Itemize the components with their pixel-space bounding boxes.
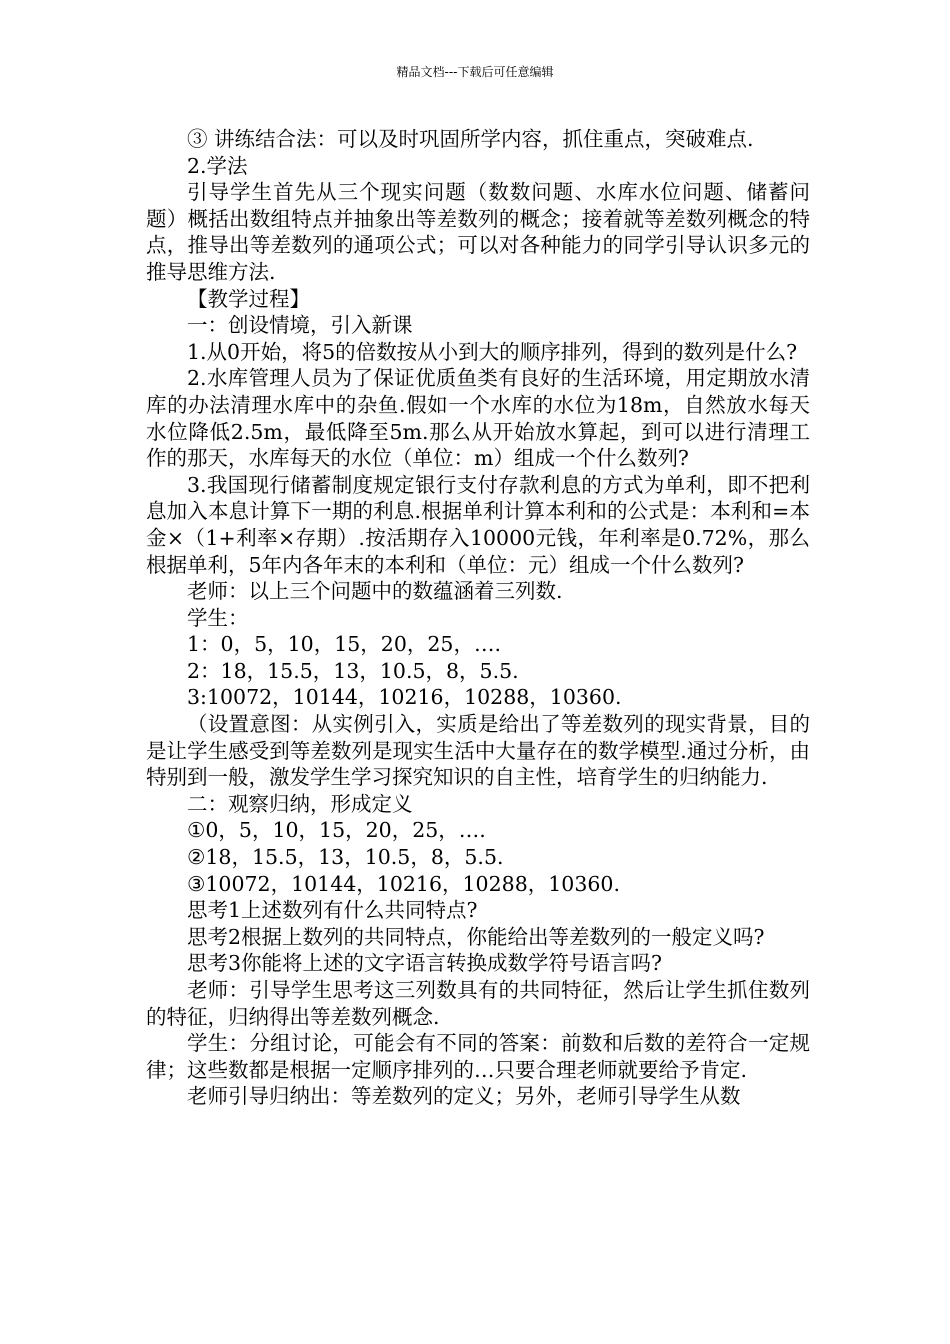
circled-sequence-3: ③10072，10144，10216，10288，10360.	[187, 871, 620, 896]
sequence-1: 1：0，5，10，15，20，25，….	[187, 632, 501, 657]
think-2: 思考2根据上数列的共同特点，你能给出等差数列的一般定义吗?	[187, 924, 765, 949]
page-header: 精品文档---下载后可任意编辑	[396, 65, 554, 79]
student-label: 学生：	[187, 605, 249, 630]
design-intent: （设置意图：从实例引入，实质是给出了等差数列的现实背景，目的是让学生感受到等差数列是现实生活中大量存在的数学模型.通过分析，由特别到一般，激发学生学习探究知识的自主性，培育学生的归纳能力.	[146, 712, 810, 790]
sequence-3: 3:10072，10144，10216，10288，10360.	[187, 685, 622, 710]
section-heading-part-two: 二：观察归纳，形成定义	[187, 791, 413, 816]
document-body	[146, 126, 810, 1110]
circled-sequence-2: ②18，15.5，13，10.5，8，5.5.	[187, 845, 504, 870]
question-3: 3.我国现行储蓄制度规定银行支付存款利息的方式为单利，即不把利息加入本息计算下一期的利息.根据单利计算本利和的公式是：本利和=本金×（1+利率×存期）.按活期存入10000元钱，年利率是0.72%，那么根据单利，5年内各年末的本利和（单位：元）组成一个什么数列?	[146, 472, 810, 577]
circled-sequence-1: ①0，5，10，15，20，25，….	[187, 818, 486, 843]
section-heading-part-one: 一：创设情境，引入新课	[187, 313, 413, 338]
think-3: 思考3你能将上述的文字语言转换成数学符号语言吗?	[187, 951, 663, 976]
think-1: 思考1上述数列有什么共同特点?	[187, 898, 478, 923]
teacher-guidance: 老师：引导学生思考这三列数具有的共同特征，然后让学生抓住数列的特征，归纳得出等差数列概念.	[146, 978, 810, 1029]
question-1: 1.从0开始，将5的倍数按从小到大的顺序排列，得到的数列是什么?	[187, 339, 798, 364]
paragraph-method-3: ③ 讲练结合法：可以及时巩固所学内容，抓住重点，突破难点.	[187, 127, 754, 151]
student-discussion: 学生：分组讨论，可能会有不同的答案：前数和后数的差符合一定规律；这些数都是根据一定顺序排列的…只要合理老师就要给予肯定.	[146, 1031, 810, 1082]
section-heading-teaching-process: 【教学过程】	[187, 286, 310, 311]
teacher-statement: 老师：以上三个问题中的数蕴涵着三列数.	[187, 579, 563, 604]
paragraph-study-method: 引导学生首先从三个现实问题（数数问题、水库水位问题、储蓄问题）概括出数组特点并抽象出等差数列的概念；接着就等差数列概念的特点，推导出等差数列的通项公式；可以对各种能力的同学引导认识多元的推导思维方法.	[146, 180, 810, 284]
question-2: 2.水库管理人员为了保证优质鱼类有良好的生活环境，用定期放水清库的办法清理水库中的杂鱼.假如一个水库的水位为18m，自然放水每天水位降低2.5m，最低降至5m.那么从开始放水算起，到可以进行清理工作的那天，水库每天的水位（单位：m）组成一个什么数列?	[146, 366, 810, 471]
sequence-2: 2：18，15.5，13，10.5，8，5.5.	[187, 658, 519, 683]
section-heading-study-method: 2.学法	[187, 153, 248, 178]
teacher-summary: 老师引导归纳出：等差数列的定义；另外，老师引导学生从数	[187, 1084, 741, 1109]
